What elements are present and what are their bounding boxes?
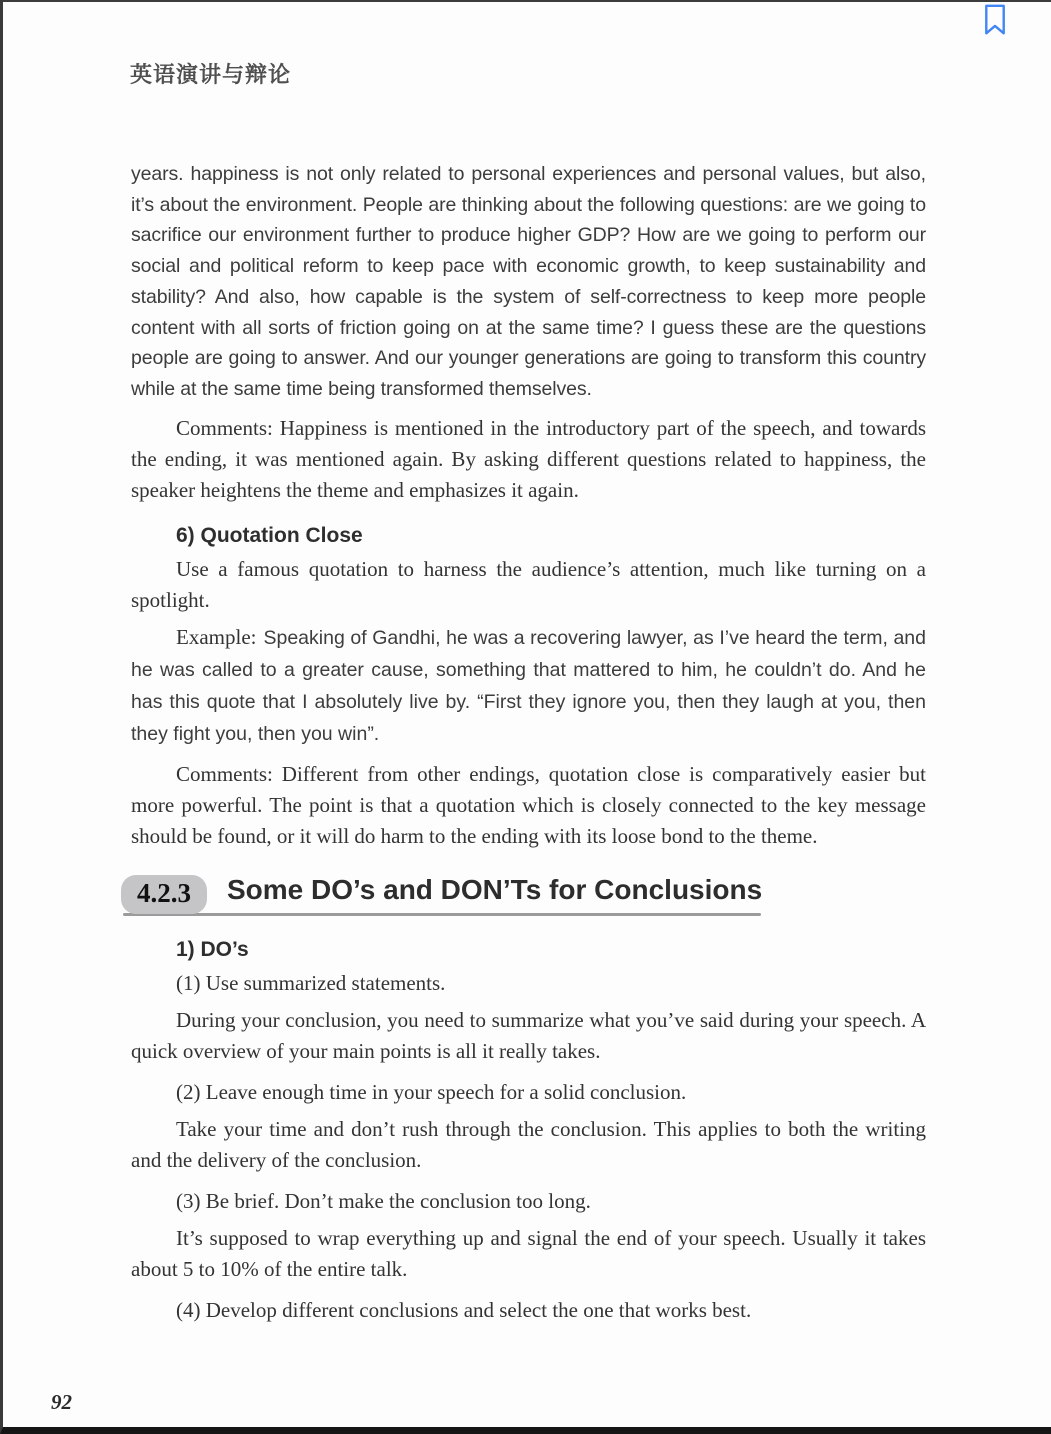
bookmark-icon[interactable]	[984, 4, 1006, 36]
dos-item-4-point: (4) Develop different conclusions and select the one that works best.	[176, 1297, 752, 1322]
example-paragraph	[131, 622, 926, 751]
dos-item-1-detail: During your conclusion, you need to summarize what you’ve said during your speech. A quick overview of your main points is all it really takes.	[131, 1007, 926, 1063]
speech-excerpt-paragraph: years. happiness is not only related to personal experiences and personal values, but also, it’s about the environment. People are thinking about the following questions: are we going to sacrifice our environment further to produce higher GDP? How are we going to perform our social and political reform to keep pace with economic growth, to keep sustainability and stability? And also, how capable is the system of self-correctness to keep more people content with all sorts of friction going on at the same time? I guess these are the questions people are going to answer. And our younger generations are going to transform this country while at the same time being transformed themselves.	[131, 163, 926, 400]
section-title: Some DO’s and DON’Ts for Conclusions	[227, 873, 763, 905]
quotation-close-paragraph: Use a famous quotation to harness the audience’s attention, much like turning on a spotlight.	[131, 556, 926, 612]
page-content	[131, 159, 926, 1326]
page-number: 92	[51, 1390, 72, 1414]
dos-item-3-point: (3) Be brief. Don’t make the conclusion too long.	[176, 1188, 591, 1213]
comments-paragraph-1: Comments: Happiness is mentioned in the introductory part of the speech, and towards the ending, it was mentioned again. By asking different questions related to happiness, the speaker heightens the theme and emphasizes it again.	[131, 415, 926, 502]
book-title-header: 英语演讲与辩论	[130, 62, 292, 87]
dos-item-2-point: (2) Leave enough time in your speech for a solid conclusion.	[176, 1079, 687, 1104]
section-number-badge: 4.2.3	[121, 875, 207, 914]
quotation-close-heading: 6) Quotation Close	[176, 523, 363, 547]
section-heading	[121, 874, 761, 922]
dos-item-1-point: (1) Use summarized statements.	[176, 970, 446, 995]
dos-item-3-detail: It’s supposed to wrap everything up and signal the end of your speech. Usually it takes about 5 to 10% of the entire talk.	[131, 1225, 926, 1281]
dos-item-2-detail: Take your time and don’t rush through the conclusion. This applies to both the writing and the delivery of the conclusion.	[131, 1116, 926, 1172]
example-label: Example:	[176, 624, 257, 649]
dos-heading: 1) DO’s	[176, 937, 249, 961]
example-text: Speaking of Gandhi, he was a recovering lawyer, as I’ve heard the term, and he was called to a greater cause, something that mattered to him, he couldn’t do. And he has this quote that I absolutely live by. “First they ignore you, then they laugh at you, then they fight you, then you win”.	[131, 626, 926, 745]
comments-paragraph-2: Comments: Different from other endings, quotation close is comparatively easier but more powerful. The point is that a quotation which is closely connected to the key message should be found, or it will do harm to the ending with its loose bond to the theme.	[131, 761, 926, 848]
